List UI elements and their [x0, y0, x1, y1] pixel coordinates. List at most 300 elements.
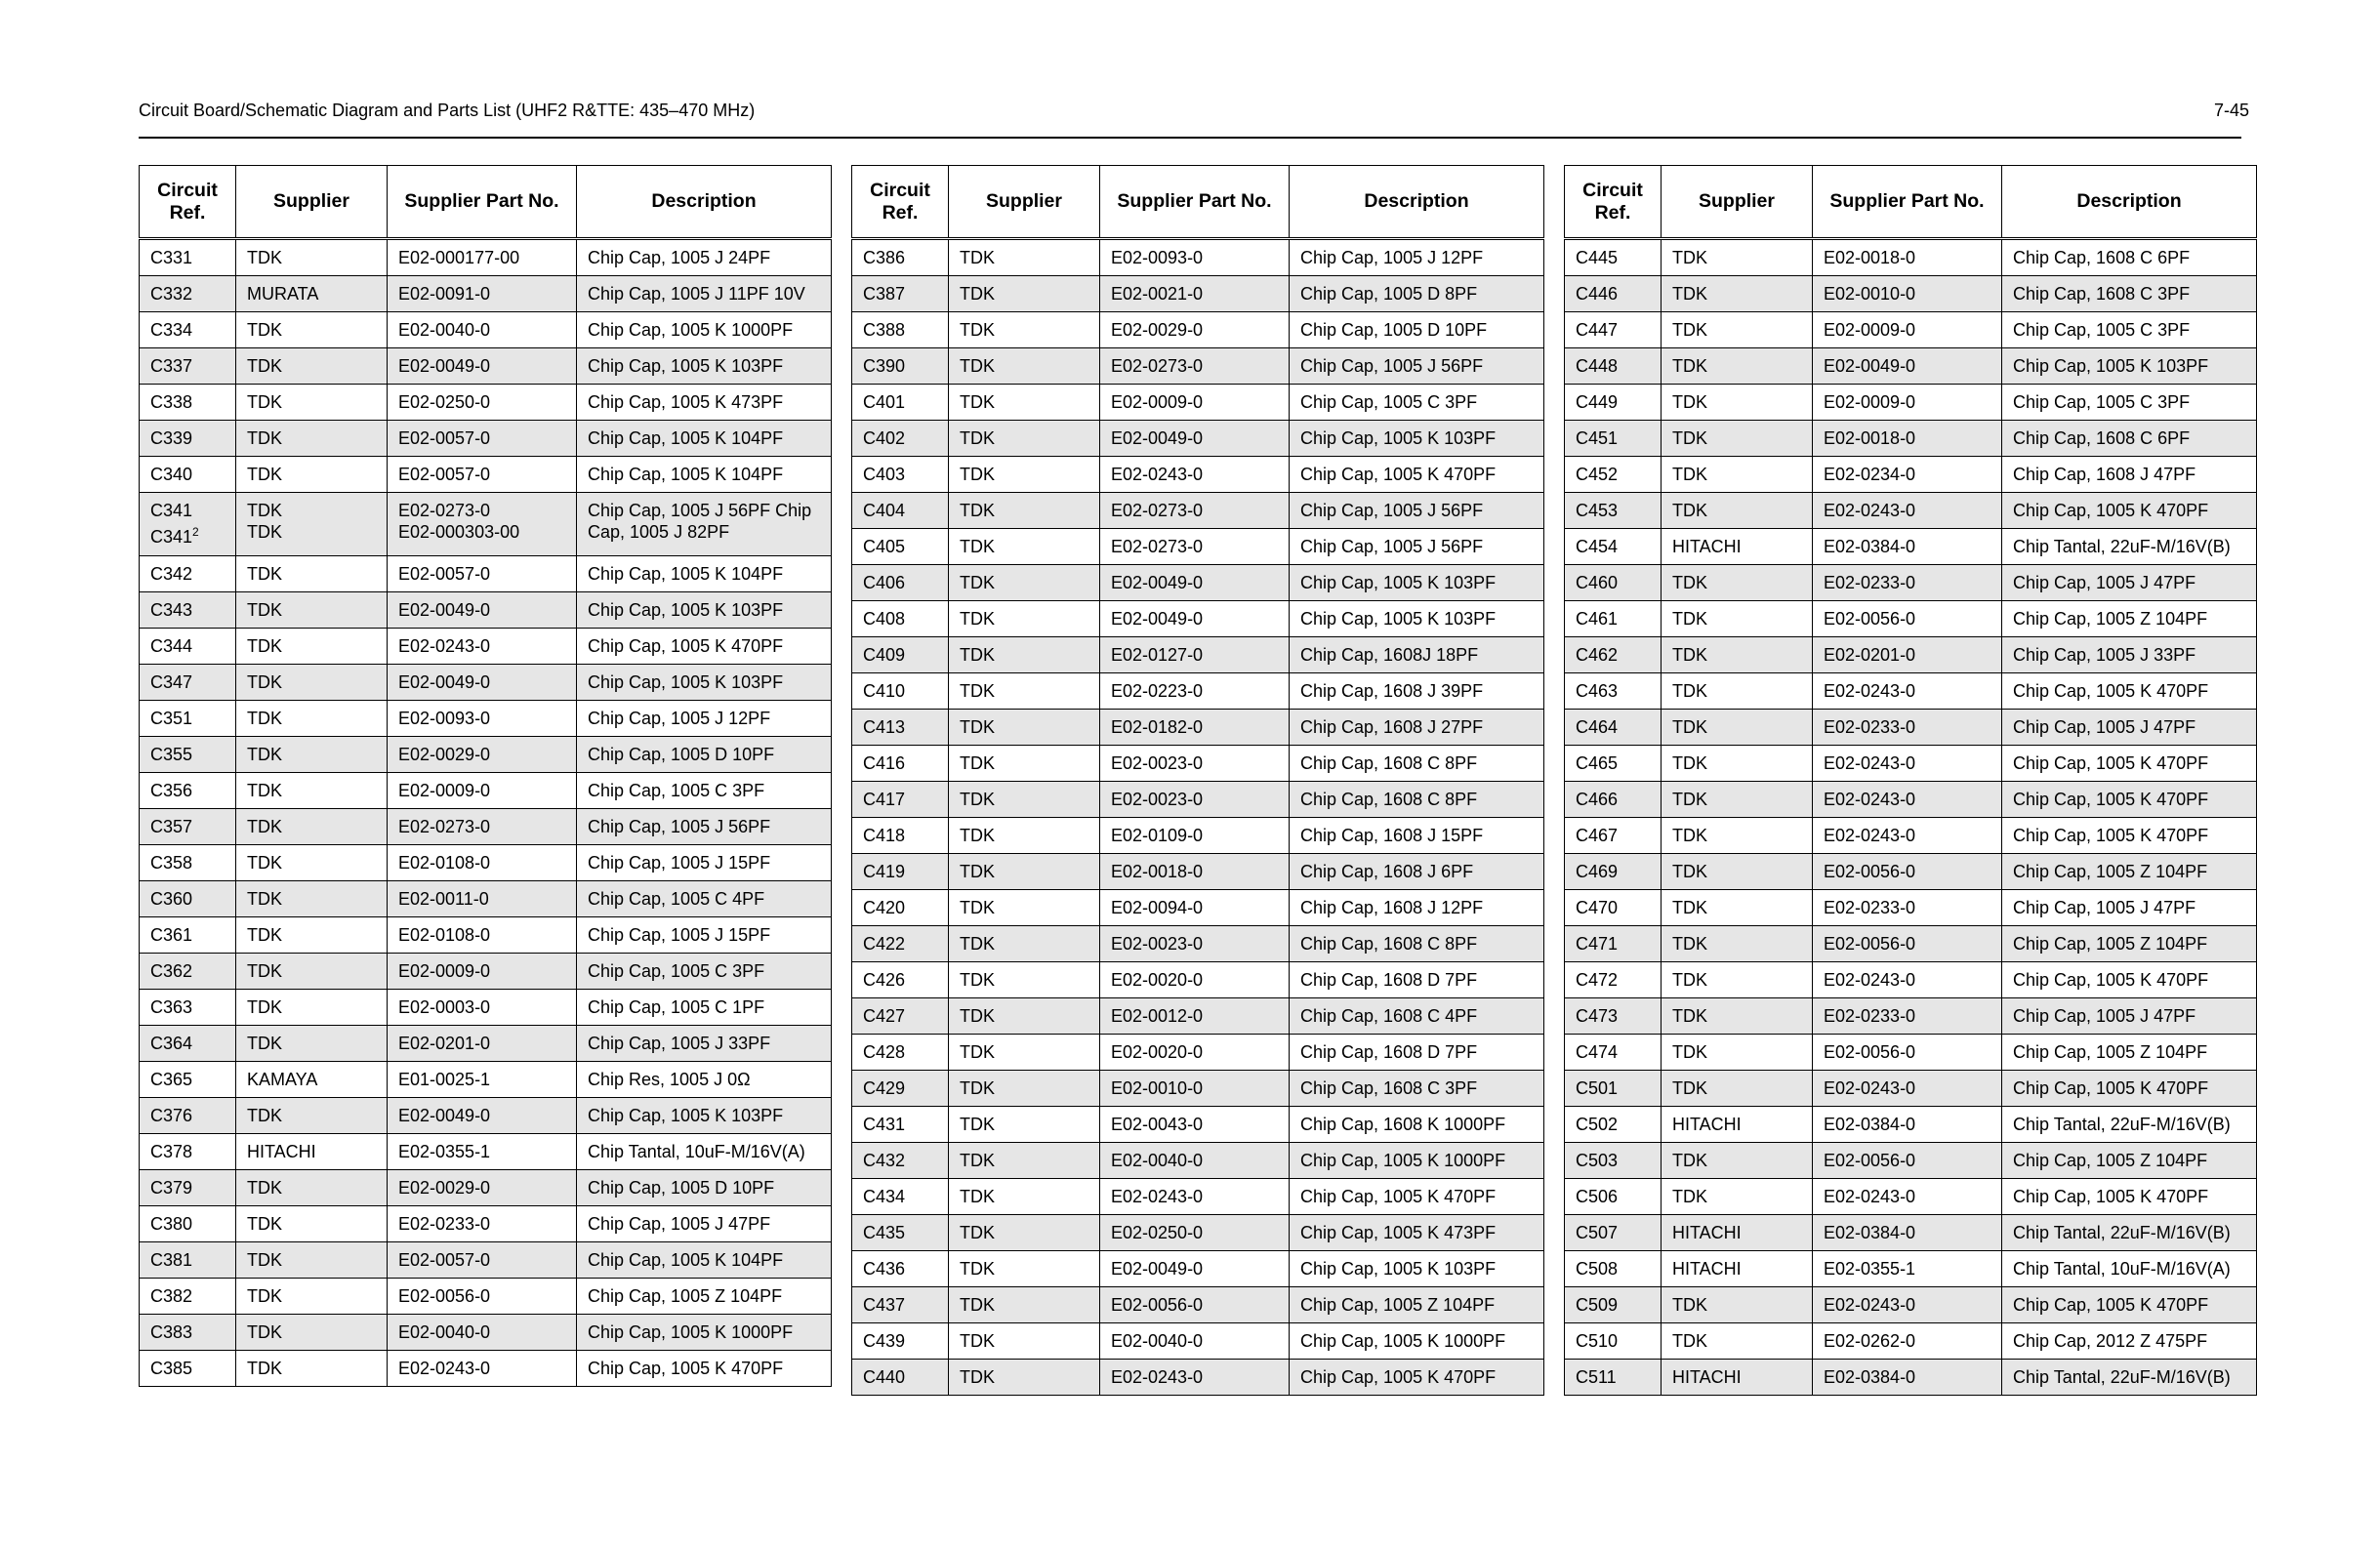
part-number-cell: E02-0018-0	[1100, 854, 1290, 890]
supplier-cell: TDK	[949, 348, 1100, 385]
description-cell: Chip Cap, 1005 Z 104PF	[2002, 1035, 2257, 1071]
description-cell: Chip Cap, 1608 C 8PF	[1290, 746, 1544, 782]
part-number-cell: E02-0108-0	[388, 845, 577, 881]
table-row	[1565, 782, 2257, 818]
circuit-ref-cell: C347	[140, 665, 236, 701]
supplier-cell: TDK	[236, 773, 388, 809]
table-row	[1565, 421, 2257, 457]
circuit-ref-cell: C363	[140, 990, 236, 1026]
description-cell: Chip Cap, 2012 Z 475PF	[2002, 1323, 2257, 1360]
table-row	[852, 1107, 1544, 1143]
table-row	[1565, 1179, 2257, 1215]
column-header-part-no: Supplier Part No.	[388, 166, 577, 239]
part-number-cell: E02-0273-0	[1100, 493, 1290, 529]
part-number-cell: E02-0049-0	[1813, 348, 2002, 385]
circuit-ref-cell: C507	[1565, 1215, 1662, 1251]
part-number-cell: E02-0009-0	[1813, 385, 2002, 421]
description-cell: Chip Cap, 1005 J 15PF	[577, 845, 832, 881]
supplier-cell: TDK	[949, 998, 1100, 1035]
part-number-cell: E02-0243-0	[388, 1351, 577, 1387]
description-cell: Chip Cap, 1005 J 12PF	[1290, 239, 1544, 276]
supplier-cell: TDK	[236, 845, 388, 881]
table-row	[852, 962, 1544, 998]
supplier-cell: TDK	[1662, 854, 1813, 890]
circuit-ref-cell: C387	[852, 276, 949, 312]
description-cell: Chip Cap, 1005 Z 104PF	[2002, 854, 2257, 890]
supplier-cell: TDK	[1662, 710, 1813, 746]
description-cell: Chip Cap, 1608 J 12PF	[1290, 890, 1544, 926]
supplier-cell: TDK	[1662, 746, 1813, 782]
circuit-ref-cell: C331	[140, 239, 236, 276]
description-cell: Chip Cap, 1608 J 47PF	[2002, 457, 2257, 493]
description-cell: Chip Cap, 1608 C 3PF	[1290, 1071, 1544, 1107]
circuit-ref-cell: C471	[1565, 926, 1662, 962]
part-number-cell: E02-0250-0	[1100, 1215, 1290, 1251]
description-cell: Chip Cap, 1608 J 27PF	[1290, 710, 1544, 746]
supplier-cell: TDK	[236, 421, 388, 457]
table-row	[852, 312, 1544, 348]
table-row	[140, 809, 832, 845]
part-number-cell: E02-0056-0	[1813, 601, 2002, 637]
supplier-cell: HITACHI	[1662, 1360, 1813, 1396]
table-row	[1565, 1323, 2257, 1360]
supplier-cell: TDK	[236, 239, 388, 276]
part-number-cell: E02-0056-0	[1813, 926, 2002, 962]
part-number-cell: E02-0384-0	[1813, 1360, 2002, 1396]
table-row	[852, 782, 1544, 818]
table-row	[852, 926, 1544, 962]
circuit-ref-cell: C408	[852, 601, 949, 637]
supplier-cell: TDK	[1662, 493, 1813, 529]
table-row	[852, 565, 1544, 601]
part-number-cell: E02-0093-0	[388, 701, 577, 737]
table-row	[1565, 239, 2257, 276]
description-cell: Chip Tantal, 10uF-M/16V(A)	[2002, 1251, 2257, 1287]
circuit-ref-cell: C440	[852, 1360, 949, 1396]
part-number-cell: E02-0049-0	[388, 1098, 577, 1134]
column-header-part-no: Supplier Part No.	[1813, 166, 2002, 239]
circuit-ref-cell: C453	[1565, 493, 1662, 529]
description-cell: Chip Cap, 1608 J 39PF	[1290, 673, 1544, 710]
part-number-cell: E02-0250-0	[388, 385, 577, 421]
part-number-cell: E02-0056-0	[388, 1279, 577, 1315]
supplier-cell: TDK	[236, 592, 388, 629]
supplier-cell: TDK	[949, 926, 1100, 962]
circuit-ref-cell: C448	[1565, 348, 1662, 385]
supplier-cell: TDK	[949, 782, 1100, 818]
description-cell: Chip Cap, 1005 K 103PF	[577, 592, 832, 629]
part-number-cell: E02-0243-0	[1813, 493, 2002, 529]
table-row	[852, 1323, 1544, 1360]
description-cell: Chip Cap, 1005 K 104PF	[577, 457, 832, 493]
description-cell: Chip Cap, 1005 C 4PF	[577, 881, 832, 917]
part-number-cell: E02-0127-0	[1100, 637, 1290, 673]
description-cell: Chip Tantal, 22uF-M/16V(B)	[2002, 1107, 2257, 1143]
circuit-ref-cell: C435	[852, 1215, 949, 1251]
circuit-ref-cell: C378	[140, 1134, 236, 1170]
part-number-cell: E02-0273-0	[1100, 529, 1290, 565]
supplier-cell: TDK	[949, 1071, 1100, 1107]
part-number-cell: E02-000177-00	[388, 239, 577, 276]
table-row	[140, 239, 832, 276]
part-number-cell: E02-0233-0	[1813, 710, 2002, 746]
circuit-ref-cell: C439	[852, 1323, 949, 1360]
circuit-ref-cell: C417	[852, 782, 949, 818]
part-number-cell: E02-0012-0	[1100, 998, 1290, 1035]
table-row	[852, 710, 1544, 746]
supplier-cell	[236, 493, 388, 556]
part-number-cell: E02-0091-0	[388, 276, 577, 312]
circuit-ref-cell: C437	[852, 1287, 949, 1323]
circuit-ref-cell: C339	[140, 421, 236, 457]
table-row	[852, 637, 1544, 673]
description-cell: Chip Cap, 1005 K 473PF	[577, 385, 832, 421]
table-row	[852, 385, 1544, 421]
circuit-ref-cell: C332	[140, 276, 236, 312]
supplier-cell: TDK	[236, 701, 388, 737]
description-cell: Chip Cap, 1005 D 10PF	[577, 737, 832, 773]
part-number-cell: E02-0243-0	[1813, 1071, 2002, 1107]
table-row	[852, 1143, 1544, 1179]
supplier-cell: TDK	[236, 385, 388, 421]
part-number-cell: E02-0023-0	[1100, 782, 1290, 818]
supplier-cell: TDK	[1662, 565, 1813, 601]
table-row	[1565, 746, 2257, 782]
description-cell: Chip Cap, 1005 J 47PF	[2002, 710, 2257, 746]
circuit-ref-cell: C449	[1565, 385, 1662, 421]
circuit-ref-cell: C383	[140, 1315, 236, 1351]
part-number-cell: E02-0018-0	[1813, 421, 2002, 457]
part-number-cell: E02-0384-0	[1813, 1107, 2002, 1143]
part-number-cell: E02-0040-0	[1100, 1323, 1290, 1360]
table-row	[852, 673, 1544, 710]
table-row	[852, 1287, 1544, 1323]
circuit-ref-cell: C447	[1565, 312, 1662, 348]
description-cell: Chip Cap, 1608 J 15PF	[1290, 818, 1544, 854]
table-row	[852, 348, 1544, 385]
supplier-cell: TDK	[236, 1206, 388, 1242]
part-number-cell: E02-0223-0	[1100, 673, 1290, 710]
description-cell: Chip Cap, 1005 K 470PF	[2002, 673, 2257, 710]
description-cell: Chip Cap, 1005 C 1PF	[577, 990, 832, 1026]
table-row	[140, 665, 832, 701]
circuit-ref-cell: C428	[852, 1035, 949, 1071]
circuit-ref-cell: C474	[1565, 1035, 1662, 1071]
column-header-part-no: Supplier Part No.	[1100, 166, 1290, 239]
description-cell: Chip Cap, 1608 J 6PF	[1290, 854, 1544, 890]
table-row	[140, 990, 832, 1026]
supplier-cell: TDK	[1662, 348, 1813, 385]
part-number-cell: E02-0056-0	[1100, 1287, 1290, 1323]
part-number-cell: E02-0243-0	[1813, 1287, 2002, 1323]
circuit-ref-cell: C351	[140, 701, 236, 737]
circuit-ref-cell: C401	[852, 385, 949, 421]
description-cell: Chip Cap, 1005 C 3PF	[2002, 312, 2257, 348]
supplier-cell: TDK	[236, 1351, 388, 1387]
part-number-cell: E01-0025-1	[388, 1062, 577, 1098]
circuit-ref-cell: C420	[852, 890, 949, 926]
circuit-ref-cell: C473	[1565, 998, 1662, 1035]
supplier-cell: TDK	[949, 529, 1100, 565]
description-cell: Chip Cap, 1005 Z 104PF	[1290, 1287, 1544, 1323]
circuit-ref-cell: C390	[852, 348, 949, 385]
description-cell: Chip Cap, 1005 D 10PF	[577, 1170, 832, 1206]
table-row	[140, 1062, 832, 1098]
description-cell: Chip Cap, 1005 K 103PF	[577, 348, 832, 385]
table-row	[852, 818, 1544, 854]
part-number-cell: E02-0049-0	[1100, 601, 1290, 637]
part-number-cell-line-text: E02-000303-00	[398, 522, 520, 542]
part-number-cell: E02-0273-0	[388, 809, 577, 845]
table-row	[1565, 673, 2257, 710]
parts-table-3	[1564, 165, 2257, 1396]
supplier-cell: TDK	[1662, 276, 1813, 312]
supplier-cell: TDK	[236, 737, 388, 773]
part-number-cell: E02-0029-0	[388, 1170, 577, 1206]
description-cell: Chip Cap, 1005 K 470PF	[2002, 818, 2257, 854]
supplier-cell: TDK	[1662, 1071, 1813, 1107]
description-cell: Chip Cap, 1005 J 47PF	[2002, 565, 2257, 601]
table-row	[1565, 926, 2257, 962]
part-number-cell: E02-0011-0	[388, 881, 577, 917]
table-row	[1565, 962, 2257, 998]
supplier-cell: TDK	[949, 421, 1100, 457]
part-number-cell: E02-0029-0	[1100, 312, 1290, 348]
circuit-ref-cell: C462	[1565, 637, 1662, 673]
part-number-cell: E02-0273-0	[1100, 348, 1290, 385]
part-number-cell: E02-0020-0	[1100, 1035, 1290, 1071]
supplier-cell: TDK	[236, 881, 388, 917]
table-row	[852, 276, 1544, 312]
part-number-cell: E02-0094-0	[1100, 890, 1290, 926]
description-cell: Chip Cap, 1005 K 470PF	[1290, 1179, 1544, 1215]
description-cell: Chip Cap, 1005 C 3PF	[1290, 385, 1544, 421]
description-cell: Chip Cap, 1005 K 470PF	[2002, 746, 2257, 782]
supplier-cell: TDK	[949, 239, 1100, 276]
part-number-cell: E02-0057-0	[388, 1242, 577, 1279]
supplier-cell: TDK	[949, 854, 1100, 890]
supplier-cell: TDK	[1662, 1323, 1813, 1360]
table-row	[852, 1071, 1544, 1107]
table-row	[140, 1026, 832, 1062]
part-number-cell: E02-0243-0	[1813, 673, 2002, 710]
supplier-cell: TDK	[236, 629, 388, 665]
description-cell: Chip Cap, 1005 C 3PF	[577, 773, 832, 809]
table-row	[1565, 276, 2257, 312]
table-row	[852, 1360, 1544, 1396]
description-cell: Chip Cap, 1005 K 103PF	[1290, 421, 1544, 457]
table-row	[1565, 818, 2257, 854]
part-number-cell: E02-0021-0	[1100, 276, 1290, 312]
circuit-ref-cell: C501	[1565, 1071, 1662, 1107]
table-row	[1565, 890, 2257, 926]
table-row	[140, 773, 832, 809]
circuit-ref-cell: C406	[852, 565, 949, 601]
table-row	[140, 348, 832, 385]
column-header-supplier: Supplier	[236, 166, 388, 239]
part-number-cell: E02-0243-0	[1813, 962, 2002, 998]
table-row	[1565, 529, 2257, 565]
description-cell: Chip Cap, 1005 J 11PF 10V	[577, 276, 832, 312]
circuit-ref-cell: C472	[1565, 962, 1662, 998]
circuit-ref-cell: C463	[1565, 673, 1662, 710]
part-number-cell: E02-0049-0	[1100, 565, 1290, 601]
part-number-cell: E02-0040-0	[388, 1315, 577, 1351]
part-number-cell: E02-0009-0	[1100, 385, 1290, 421]
description-cell: Chip Cap, 1608 C 6PF	[2002, 421, 2257, 457]
part-number-cell: E02-0384-0	[1813, 1215, 2002, 1251]
description-cell: Chip Cap, 1005 K 103PF	[577, 1098, 832, 1134]
circuit-ref-cell: C506	[1565, 1179, 1662, 1215]
supplier-cell: TDK	[236, 1098, 388, 1134]
parts-table-1	[139, 165, 832, 1387]
description-cell: Chip Cap, 1005 K 470PF	[1290, 1360, 1544, 1396]
table-row	[140, 1351, 832, 1387]
part-number-cell: E02-0233-0	[1813, 565, 2002, 601]
table-row	[140, 701, 832, 737]
circuit-ref-cell: C344	[140, 629, 236, 665]
part-number-cell: E02-0384-0	[1813, 529, 2002, 565]
description-cell: Chip Cap, 1005 J 47PF	[2002, 890, 2257, 926]
circuit-ref-cell: C362	[140, 954, 236, 990]
column-header-circuit-ref: Circuit Ref.	[852, 166, 949, 239]
circuit-ref-cell: C361	[140, 917, 236, 954]
table-row	[140, 1315, 832, 1351]
part-number-cell: E02-0049-0	[1100, 421, 1290, 457]
description-cell: Chip Cap, 1005 J 33PF	[2002, 637, 2257, 673]
supplier-cell-line-text: TDK	[247, 522, 282, 542]
supplier-cell: TDK	[949, 565, 1100, 601]
supplier-cell: TDK	[1662, 239, 1813, 276]
part-number-cell: E02-0243-0	[1813, 1179, 2002, 1215]
description-cell: Chip Cap, 1005 K 103PF	[2002, 348, 2257, 385]
table-row	[852, 998, 1544, 1035]
description-cell: Chip Cap, 1005 K 1000PF	[1290, 1143, 1544, 1179]
part-number-cell: E02-0243-0	[1100, 1179, 1290, 1215]
part-number-cell: E02-0049-0	[388, 592, 577, 629]
description-cell: Chip Cap, 1608 C 6PF	[2002, 239, 2257, 276]
description-cell: Chip Cap, 1005 Z 104PF	[577, 1279, 832, 1315]
supplier-cell: TDK	[1662, 673, 1813, 710]
column-header-description: Description	[577, 166, 832, 239]
circuit-ref-cell: C358	[140, 845, 236, 881]
supplier-cell: HITACHI	[1662, 1251, 1813, 1287]
circuit-ref-cell: C403	[852, 457, 949, 493]
supplier-cell: TDK	[949, 1287, 1100, 1323]
table-row	[140, 592, 832, 629]
table-row	[1565, 710, 2257, 746]
description-cell: Chip Cap, 1005 C 3PF	[2002, 385, 2257, 421]
table-row	[852, 854, 1544, 890]
circuit-ref-cell: C404	[852, 493, 949, 529]
part-number-cell: E02-0057-0	[388, 556, 577, 592]
description-cell: Chip Cap, 1005 K 470PF	[2002, 1287, 2257, 1323]
table-row	[140, 312, 832, 348]
description-cell: Chip Cap, 1005 K 470PF	[577, 629, 832, 665]
part-number-cell: E02-0109-0	[1100, 818, 1290, 854]
part-number-cell: E02-0010-0	[1100, 1071, 1290, 1107]
part-number-cell: E02-0010-0	[1813, 276, 2002, 312]
table-row	[140, 737, 832, 773]
description-cell: Chip Cap, 1608J 18PF	[1290, 637, 1544, 673]
part-number-cell: E02-0355-1	[388, 1134, 577, 1170]
table-row	[852, 746, 1544, 782]
part-number-cell: E02-0029-0	[388, 737, 577, 773]
supplier-cell: MURATA	[236, 276, 388, 312]
supplier-cell: TDK	[949, 312, 1100, 348]
description-cell: Chip Cap, 1608 D 7PF	[1290, 962, 1544, 998]
header-divider	[139, 137, 2241, 139]
table-row	[852, 1179, 1544, 1215]
supplier-cell: TDK	[1662, 998, 1813, 1035]
circuit-ref-cell-line-text: C341	[150, 527, 193, 547]
description-cell: Chip Cap, 1005 K 104PF	[577, 421, 832, 457]
table-row	[140, 493, 832, 556]
circuit-ref-cell: C460	[1565, 565, 1662, 601]
circuit-ref-cell: C355	[140, 737, 236, 773]
circuit-ref-cell: C386	[852, 239, 949, 276]
description-cell: Chip Cap, 1005 J 12PF	[577, 701, 832, 737]
supplier-cell: TDK	[236, 665, 388, 701]
part-number-cell: E02-0201-0	[1813, 637, 2002, 673]
supplier-cell: TDK	[949, 493, 1100, 529]
supplier-cell: TDK	[236, 1315, 388, 1351]
description-cell: Chip Cap, 1608 K 1000PF	[1290, 1107, 1544, 1143]
table-row	[1565, 385, 2257, 421]
part-number-cell: E02-0201-0	[388, 1026, 577, 1062]
part-number-cell: E02-0057-0	[388, 421, 577, 457]
part-number-cell: E02-0243-0	[1813, 818, 2002, 854]
table-row	[1565, 312, 2257, 348]
description-cell: Chip Cap, 1005 J 56PF	[1290, 529, 1544, 565]
circuit-ref-cell: C467	[1565, 818, 1662, 854]
part-number-cell: E02-0234-0	[1813, 457, 2002, 493]
circuit-ref-cell: C382	[140, 1279, 236, 1315]
description-cell: Chip Cap, 1005 C 3PF	[577, 954, 832, 990]
description-cell: Chip Cap, 1608 C 8PF	[1290, 926, 1544, 962]
circuit-ref-cell: C334	[140, 312, 236, 348]
part-number-cell: E02-0056-0	[1813, 1035, 2002, 1071]
supplier-cell: TDK	[236, 556, 388, 592]
description-cell: Chip Cap, 1005 J 56PF Chip Cap, 1005 J 82PF	[577, 493, 832, 556]
description-cell: Chip Cap, 1005 K 470PF	[577, 1351, 832, 1387]
circuit-ref-cell: C503	[1565, 1143, 1662, 1179]
part-number-cell: E02-0040-0	[1100, 1143, 1290, 1179]
circuit-ref-cell: C426	[852, 962, 949, 998]
description-cell: Chip Cap, 1005 K 473PF	[1290, 1215, 1544, 1251]
description-cell: Chip Cap, 1005 K 1000PF	[1290, 1323, 1544, 1360]
supplier-cell: TDK	[949, 746, 1100, 782]
part-number-cell: E02-0009-0	[1813, 312, 2002, 348]
description-cell: Chip Cap, 1608 D 7PF	[1290, 1035, 1544, 1071]
table-row	[140, 556, 832, 592]
supplier-cell: TDK	[949, 1360, 1100, 1396]
supplier-cell: TDK	[949, 710, 1100, 746]
part-number-cell: E02-0233-0	[388, 1206, 577, 1242]
supplier-cell: TDK	[236, 312, 388, 348]
table-row	[852, 1215, 1544, 1251]
supplier-cell: TDK	[949, 1179, 1100, 1215]
supplier-cell: TDK	[1662, 1035, 1813, 1071]
supplier-cell: TDK	[1662, 962, 1813, 998]
column-header-supplier: Supplier	[1662, 166, 1813, 239]
table-row	[1565, 565, 2257, 601]
circuit-ref-cell: C385	[140, 1351, 236, 1387]
circuit-ref-cell: C454	[1565, 529, 1662, 565]
description-cell: Chip Cap, 1005 K 470PF	[2002, 1071, 2257, 1107]
circuit-ref-cell: C388	[852, 312, 949, 348]
table-row	[1565, 493, 2257, 529]
